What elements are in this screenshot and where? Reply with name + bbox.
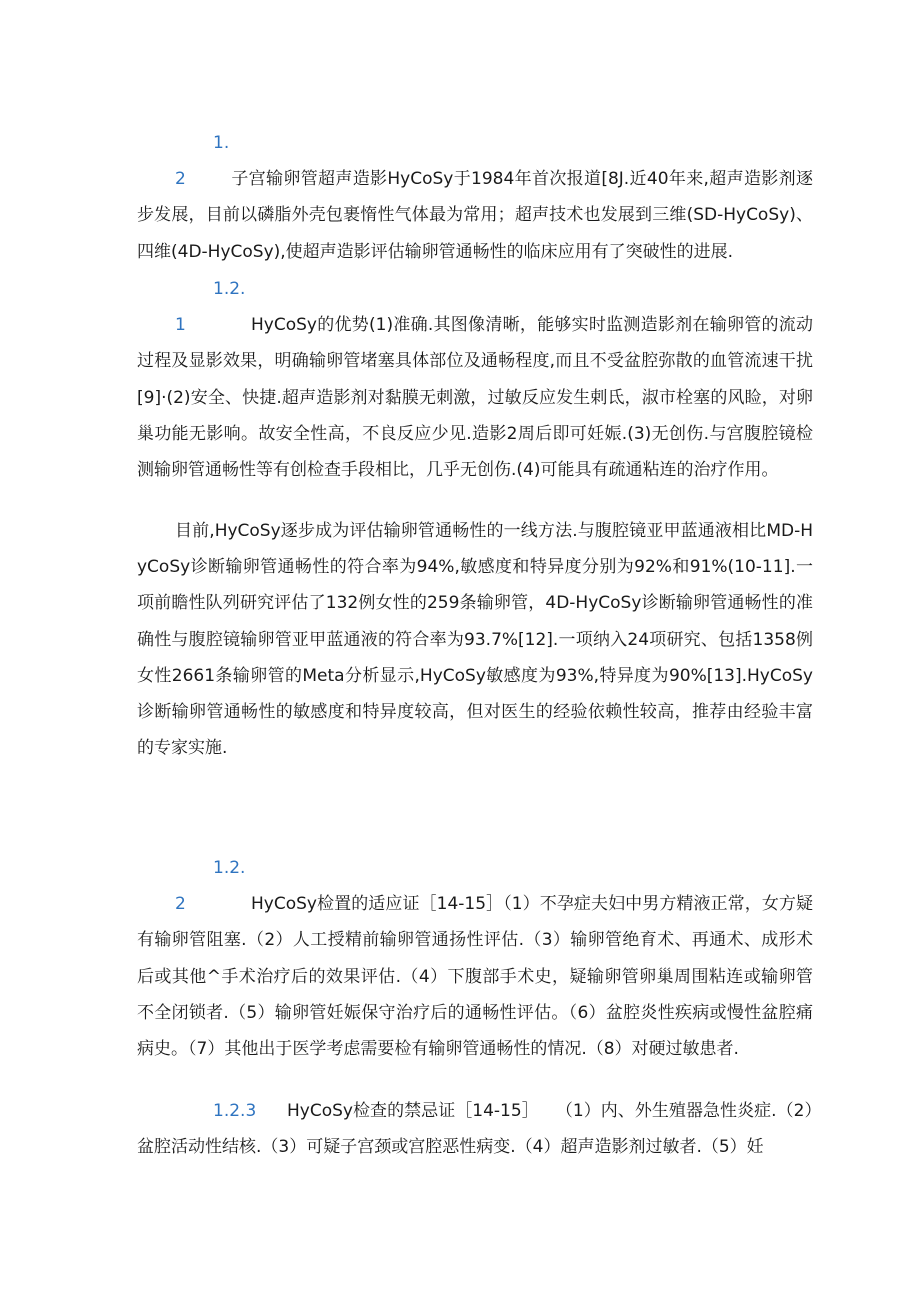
- paragraph-text: 目前,HyCoSy逐步成为评估输卵管通畅性的一线方法.与腹腔镜亚甲蓝通液相比MD-HyCoSy诊断输卵管通畅性的符合率为94%,敏感度和特异度分别为92%和91%(10-11].一项前瞻性队列研究评估了132例女性的259条输卵管，4D-HyCoSy诊断输卵管通畅性的准确性与腹腔镜输卵管亚甲蓝通液的符合率为93.7%[12].一项纳入24项研究、包括1358例女性2661条输卵管的Meta分析显示,HyCoSy敏感度为93%,特异度为90%[13].HyCoSy诊断输卵管通畅性的敏感度和特异度较高，但对医生的经验依赖性较高，推荐由经验丰富的专家实施.: [137, 521, 813, 759]
- section-text: HyCoSy的优势(1)准确.其图像清晰，能够实时监测造影剂在输卵管的流动过程及显影效果，明确输卵管堵塞具体部位及通畅程度,而且不受盆腔弥散的血管流速干扰[9]·(2)安全、快捷.超声造影剂对黏膜无刺激，过敏反应发生剌氐，淑市栓塞的风睑，对卵巢功能无影响。故安全性高，不良反应少见.造影2周后即可妊娠.(3)无创伤.与宫腹腔镜检测输卵管通畅性等有创检查手段相比，几乎无创伤.(4)可能具有疏通粘连的治疗作用。: [137, 315, 813, 481]
- section-number: 1.2.2: [175, 858, 246, 915]
- section-text: HyCoSy检置的适应证［14-15］（1）不孕症夫妇中男方精液正常，女方疑有输卵管阻塞.（2）人工授精前输卵管通扬性评估.（3）输卵管绝育术、再通术、成形术后或其他^手术治疗后的效果评估.（4）下腹部手术史，疑输卵管卵巢周围粘连或输卵管不全闭锁者.（5）输卵管妊娠保守治疗后的通畅性评估。（6）盆腔炎性疾病或慢性盆腔痛病史。（7）其他出于医学考虑需要检有输卵管通畅性的情况.（8）对硬过敏患者.: [137, 894, 813, 1060]
- section-1-2-3: [137, 1093, 813, 1165]
- section-text: HyCoSy检查的禁忌证［14-15］ （1）内、外生殖器急性炎症.（2）盆腔活动性结核.（3）可疑子宫颈或宫腔恶性病变.（4）超声造影剂过敏者.（5）妊: [137, 1101, 813, 1158]
- section-number: 1.2.3: [213, 1101, 257, 1121]
- section-1-2-1: [137, 271, 813, 488]
- section-1-2-2: [137, 850, 813, 1067]
- section-number: 1.2: [175, 133, 230, 190]
- section-text: 子宫输卵管超声造影HyCoSy于1984年首次报道[8J.近40年来,超声造影剂逐步发展，目前以磷脂外壳包裹惰性气体最为常用；超声技术也发展到三维(SD-HyCoSy)、四维(4D-HyCoSy),使超声造影评估输卵管通畅性的临床应用有了突破性的进展.: [137, 169, 813, 262]
- section-number: 1.2.1: [175, 279, 246, 336]
- section-1-2: [137, 125, 813, 270]
- paragraph-current-status: [137, 513, 813, 766]
